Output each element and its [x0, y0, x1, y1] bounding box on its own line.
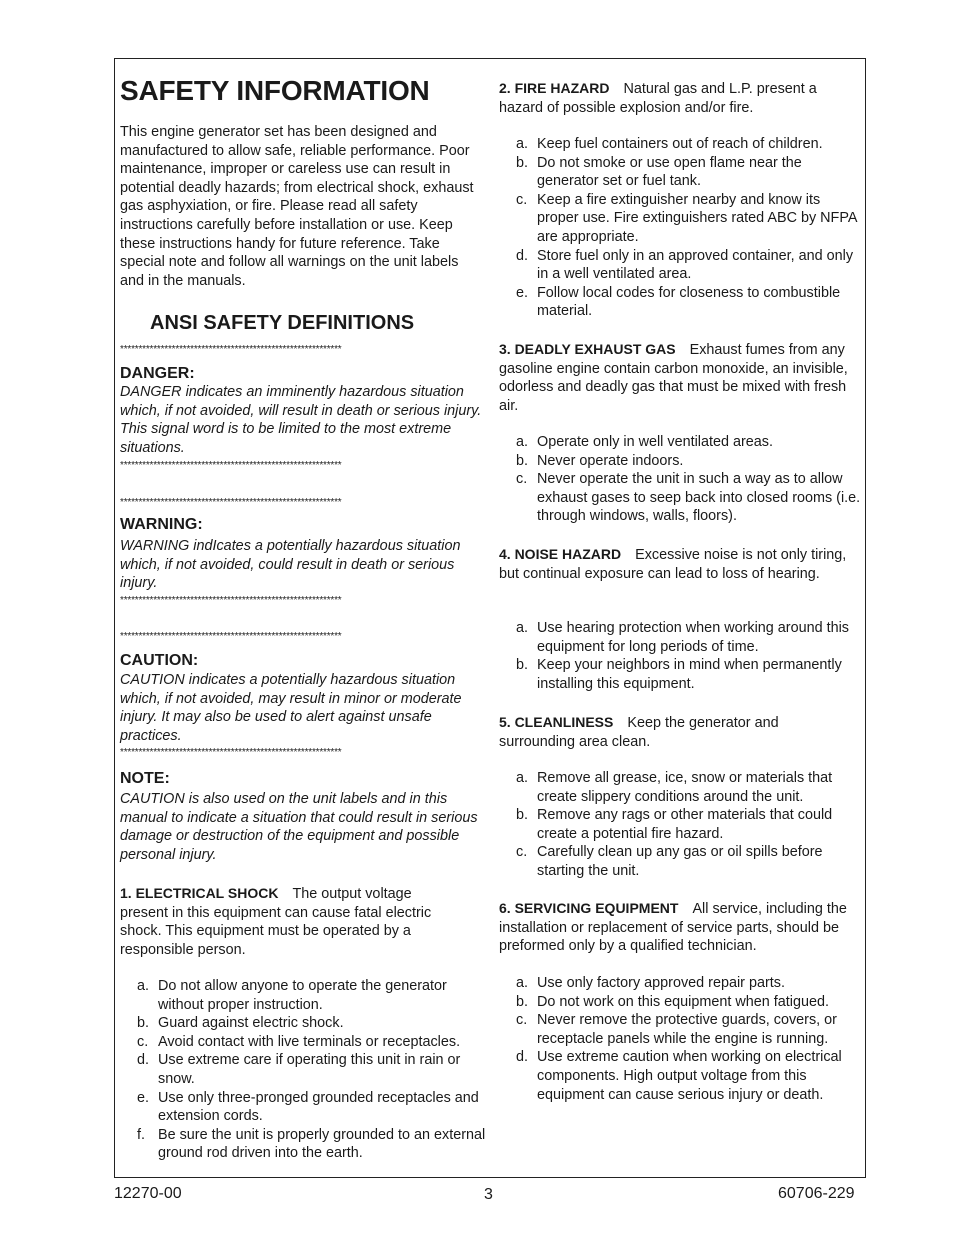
caution-heading: CAUTION:	[120, 652, 199, 669]
list-item: b. Do not smoke or use open flame near the generator set or fuel tank.	[516, 154, 802, 190]
danger-heading: DANGER:	[120, 365, 195, 382]
section-noise-hazard	[499, 545, 857, 583]
section-deadly-exhaust-gas	[499, 340, 861, 415]
section-title: 3. DEADLY EXHAUST GAS	[499, 341, 676, 357]
intro-paragraph: This engine generator set has been designed and manufactured to allow safe, reliable performance. Poor maintenance, improper or careless use can result in potential deadly hazards; from electrical shock, exhaust gas asphyxiation, or fire. Please read all safety instructions carefully before installation or use. Keep these instructions handy for future reference. Take special note and follow all warnings on the unit labels and in the manuals.	[120, 124, 474, 289]
page-frame	[114, 58, 866, 1178]
fire-hazard-list	[516, 135, 861, 321]
note-heading: NOTE:	[120, 770, 170, 787]
section-servicing-equipment	[499, 899, 857, 956]
list-item: b. Do not work on this equipment when fatigued.	[516, 993, 829, 1010]
star-divider: ************************************************************	[120, 461, 342, 471]
danger-text: DANGER indicates an imminently hazardous situation which, if not avoided, will result in death or serious injury. This signal word is to be limited to the most extreme situations.	[120, 384, 482, 456]
list-item: a. Use only factory approved repair parts.	[516, 975, 785, 991]
star-divider: ************************************************************	[120, 345, 342, 355]
list-item: e. Follow local codes for closeness to combustible material.	[516, 284, 841, 320]
star-divider: ************************************************************	[120, 632, 342, 642]
warning-heading: WARNING:	[120, 516, 203, 533]
section-text: Keep the generator and surrounding area clean.	[499, 715, 779, 750]
section-title: 4. NOISE HAZARD	[499, 546, 622, 562]
star-divider: ************************************************************	[120, 748, 342, 758]
list-item: a. Use hearing protection when working around this equipment for long periods of time.	[516, 620, 849, 655]
section-text: Excessive noise is not only tiring, but continual exposure can lead to loss of hearing.	[499, 547, 847, 582]
list-item: f. Be sure the unit is properly grounded to an external ground rod driven into the earth.	[137, 1126, 486, 1162]
star-divider: ************************************************************	[120, 498, 342, 508]
list-item: a. Do not allow anyone to operate the generator without proper instruction.	[137, 978, 447, 1013]
page-title: SAFETY INFORMATION	[120, 75, 430, 106]
list-item: c. Never remove the protective guards, covers, or receptacle panels while the engine is running.	[516, 1012, 837, 1047]
list-item: d. Use extreme care if operating this unit in rain or snow.	[137, 1052, 461, 1087]
list-item: d. Use extreme caution when working on electrical components. High output voltage from this equipment can cause serious injury or death.	[516, 1049, 842, 1103]
list-item: a. Keep fuel containers out of reach of children.	[516, 136, 823, 152]
list-item: a. Remove all grease, ice, snow or materials that create slippery conditions around the unit.	[516, 770, 833, 805]
list-item: b. Keep your neighbors in mind when permanently installing this equipment.	[516, 657, 842, 692]
caution-text: CAUTION indicates a potentially hazardous situation which, if not avoided, may result in minor or moderate injury. It may also be used to alert against unsafe practices.	[120, 672, 462, 744]
section-cleanliness	[499, 713, 857, 751]
section-text: Natural gas and L.P. present a hazard of possible explosion and/or fire.	[499, 81, 817, 116]
section-fire-hazard	[499, 79, 857, 117]
list-item: c. Never operate the unit in such a way as to allow exhaust gases to seep back into closed rooms (i.e. through windows, walls, floors).	[516, 471, 861, 525]
section-title: 5. CLEANLINESS	[499, 714, 614, 730]
list-item: c. Avoid contact with live terminals or receptacles.	[137, 1033, 461, 1050]
list-item: b. Remove any rags or other materials that could create a potential fire hazard.	[516, 807, 833, 842]
warning-text: WARNING indIcates a potentially hazardous situation which, if not avoided, could result in death or serious injury.	[120, 538, 461, 592]
deadly-exhaust-list	[516, 433, 861, 526]
electrical-shock-list	[137, 977, 487, 1163]
noise-hazard-list	[516, 619, 861, 693]
section-electrical-shock	[120, 884, 460, 959]
ansi-heading: ANSI SAFETY DEFINITIONS	[150, 312, 415, 334]
section-text: All service, including the installation or replacement of service parts, should be preformed only by a qualified technician.	[499, 901, 847, 955]
footer-right-code: 60706-229	[778, 1185, 855, 1202]
star-divider: ************************************************************	[120, 596, 342, 606]
section-title: 6. SERVICING EQUIPMENT	[499, 900, 679, 916]
section-title: 1. ELECTRICAL SHOCK	[120, 885, 279, 901]
section-text: Exhaust fumes from any gasoline engine contain carbon monoxide, an invisible, odorless and deadly gas that must be mixed with fresh air.	[499, 342, 848, 414]
list-item: b. Never operate indoors.	[516, 452, 684, 469]
section-title: 2. FIRE HAZARD	[499, 80, 610, 96]
list-item: e. Use only three-pronged grounded receptacles and extension cords.	[137, 1089, 479, 1125]
section-text: The output voltage present in this equipment can cause fatal electric shock. This equipment must be operated by a responsible person.	[120, 886, 432, 958]
cleanliness-list	[516, 769, 861, 881]
list-item: a. Operate only in well ventilated areas.	[516, 434, 773, 450]
list-item: c. Keep a fire extinguisher nearby and know its proper use. Fire extinguishers rated ABC by NFPA are appropriate.	[516, 191, 857, 245]
footer-left-code: 12270-00	[114, 1185, 182, 1202]
page-number: 3	[484, 1186, 493, 1203]
list-item: c. Carefully clean up any gas or oil spills before starting the unit.	[516, 844, 823, 879]
list-item: b. Guard against electric shock.	[137, 1015, 344, 1032]
note-text: CAUTION is also used on the unit labels and in this manual to indicate a situation that could result in serious damage or destruction of the equipment and possible personal injury.	[120, 791, 478, 863]
list-item: d. Store fuel only in an approved container, and only in a well ventilated area.	[516, 247, 854, 283]
servicing-list	[516, 974, 861, 1104]
